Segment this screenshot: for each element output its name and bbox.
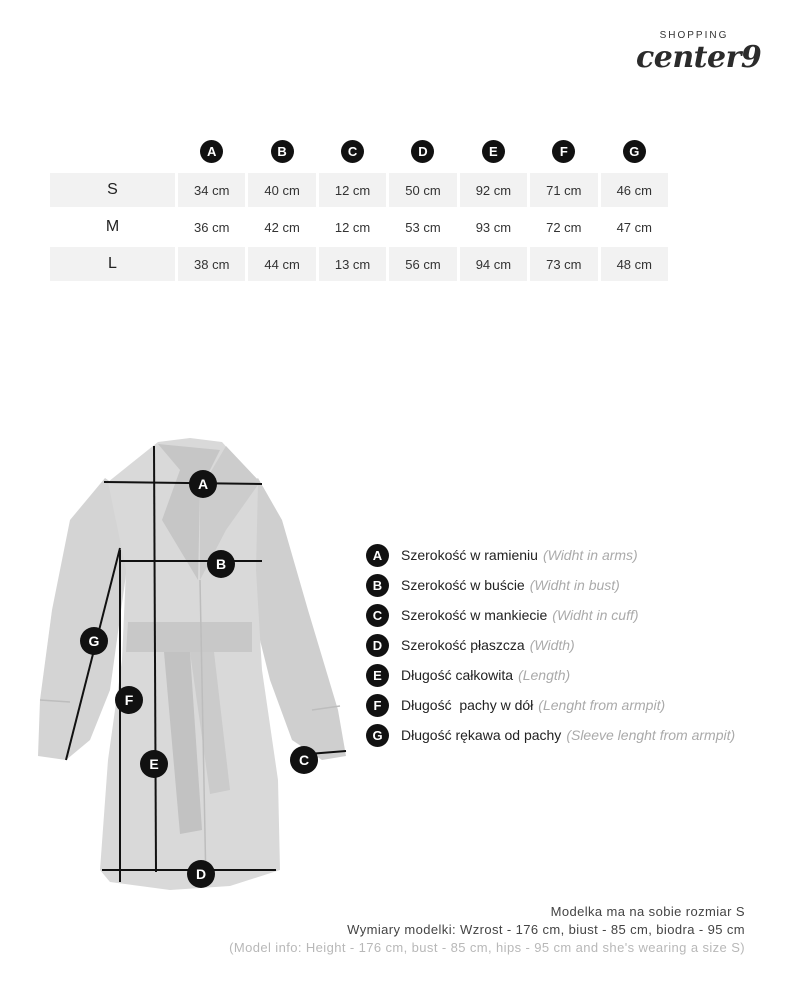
column-header-d	[386, 132, 456, 170]
table-cell: 12 cm	[316, 170, 386, 207]
legend-item-d	[366, 630, 786, 660]
table-row	[50, 244, 668, 281]
legend-label-en: (Widht in cuff)	[552, 607, 639, 623]
table-cell: 73 cm	[527, 244, 597, 281]
table-cell: 13 cm	[316, 244, 386, 281]
legend-label-pl: Szerokość w ramieniu	[401, 547, 538, 563]
table-cell: 38 cm	[175, 244, 245, 281]
legend-label-en: (Widht in arms)	[542, 547, 638, 563]
badge-a: A	[200, 140, 223, 163]
badge-d: D	[411, 140, 434, 163]
diagram-badge-e-text: E	[149, 756, 159, 772]
coat-svg	[30, 430, 360, 895]
legend-label-pl: Długość całkowita	[401, 667, 514, 683]
column-header-f	[527, 132, 597, 170]
legend-item-g	[366, 720, 786, 750]
legend-label-pl: Szerokość w mankiecie	[401, 607, 548, 623]
table-cell: 48 cm	[598, 244, 668, 281]
table-cell: 94 cm	[457, 244, 527, 281]
column-header-a	[175, 132, 245, 170]
diagram-badge-d-text: D	[195, 866, 207, 882]
table-row	[50, 207, 668, 244]
legend-item-a	[366, 540, 786, 570]
badge-b: B	[271, 140, 294, 163]
legend-badge-f: F	[366, 694, 389, 717]
badge-e: E	[482, 140, 505, 163]
diagram-badge-b	[207, 550, 235, 578]
column-header-c	[316, 132, 386, 170]
badge-g: G	[623, 140, 646, 163]
table-cell: 46 cm	[598, 170, 668, 207]
brand-logo	[636, 28, 762, 76]
legend-badge-a: A	[366, 544, 389, 567]
table-cell: 12 cm	[316, 207, 386, 244]
size-label: L	[50, 244, 175, 281]
model-info-english: (Model info: Height - 176 cm, bust - 85 cm, hips - 95 cm and she's wearing a size S)	[229, 940, 745, 955]
table-cell: 42 cm	[245, 207, 315, 244]
diagram-badge-f	[115, 686, 143, 714]
table-cell: 34 cm	[175, 170, 245, 207]
model-info	[229, 903, 745, 957]
table-cell: 40 cm	[245, 170, 315, 207]
table-cell: 56 cm	[386, 244, 456, 281]
coat-belt	[126, 622, 252, 652]
diagram-badge-e	[140, 750, 168, 778]
legend-item-c	[366, 600, 786, 630]
table-cell: 47 cm	[598, 207, 668, 244]
legend-badge-d: D	[366, 634, 389, 657]
diagram-badge-g	[80, 627, 108, 655]
badge-f: F	[552, 140, 575, 163]
table-cell: 44 cm	[245, 244, 315, 281]
diagram-badge-c-text: C	[298, 752, 310, 768]
table-row	[50, 170, 668, 207]
legend-item-b	[366, 570, 786, 600]
legend-label-en: (Lenght from armpit)	[538, 697, 666, 713]
legend-label-pl: Długość rękawa od pachy	[401, 727, 562, 743]
size-label: M	[50, 207, 175, 244]
diagram-badge-b-text: B	[215, 556, 227, 572]
legend-label-pl: Szerokość w buście	[401, 577, 525, 593]
legend-badge-c: C	[366, 604, 389, 627]
column-header-b	[245, 132, 315, 170]
column-header-e	[457, 132, 527, 170]
legend-item-f	[366, 690, 786, 720]
size-header-blank	[50, 132, 175, 170]
diagram-badge-a-text: A	[197, 476, 209, 492]
diagram-badge-f-text: F	[124, 692, 134, 708]
model-size-line: Modelka ma na sobie rozmiar S	[550, 904, 745, 919]
table-cell: 36 cm	[175, 207, 245, 244]
legend-label-en: (Sleeve lenght from armpit)	[566, 727, 736, 743]
table-cell: 93 cm	[457, 207, 527, 244]
model-measurements-line: Wymiary modelki: Wzrost - 176 cm, biust - 85 cm, biodra - 95 cm	[347, 922, 745, 937]
brand-logo-name: center9	[636, 40, 762, 75]
legend-label-en: (Widht in bust)	[529, 577, 620, 593]
legend-badge-b: B	[366, 574, 389, 597]
diagram-badge-a	[189, 470, 217, 498]
diagram-badge-d	[187, 860, 215, 888]
table-cell: 92 cm	[457, 170, 527, 207]
legend-badge-g: G	[366, 724, 389, 747]
size-table-header	[50, 132, 668, 170]
legend-label-pl: Długość pachy w dół	[401, 697, 534, 713]
table-cell: 50 cm	[386, 170, 456, 207]
size-label: S	[50, 170, 175, 207]
table-cell: 53 cm	[386, 207, 456, 244]
measurement-legend	[366, 540, 786, 750]
diagram-badge-c	[290, 746, 318, 774]
legend-label-en: (Width)	[529, 637, 575, 653]
diagram-badge-g-text: G	[88, 633, 100, 649]
legend-badge-e: E	[366, 664, 389, 687]
legend-label-en: (Length)	[518, 667, 571, 683]
size-table	[50, 132, 668, 281]
brand-logo-top: SHOPPING	[659, 30, 729, 41]
table-cell: 71 cm	[527, 170, 597, 207]
coat-diagram	[30, 430, 360, 895]
table-cell: 72 cm	[527, 207, 597, 244]
column-header-g	[598, 132, 668, 170]
legend-item-e	[366, 660, 786, 690]
badge-c: C	[341, 140, 364, 163]
legend-label-pl: Szerokość płaszcza	[401, 637, 525, 653]
